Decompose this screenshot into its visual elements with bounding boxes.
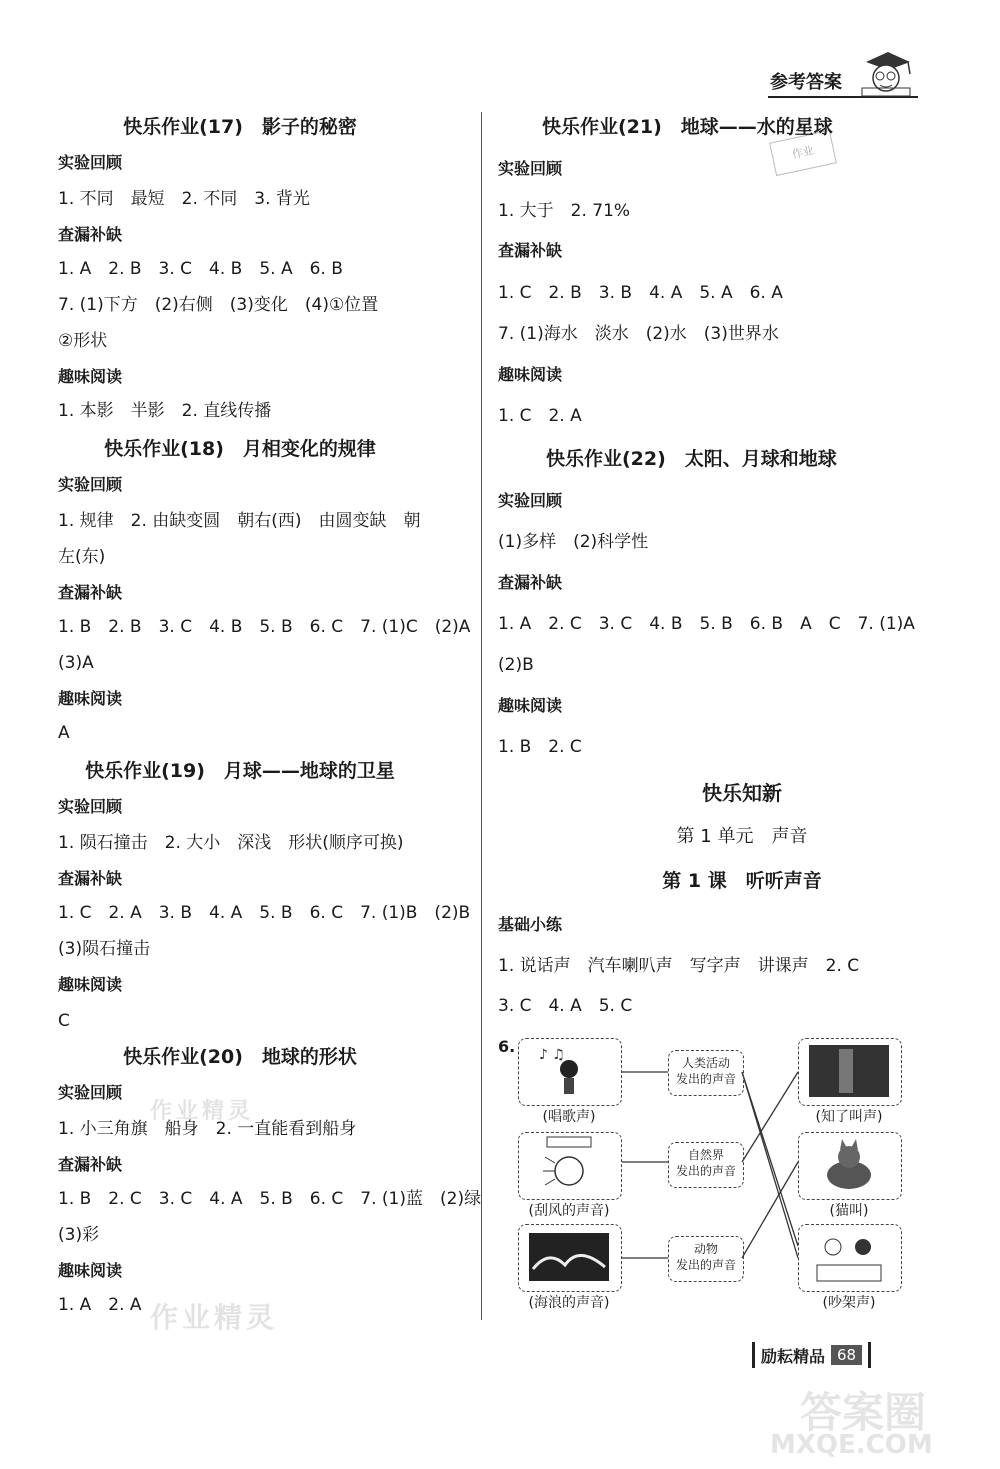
subheading: 实验回顾 [58, 1083, 123, 1102]
answer-line: 1. A 2. B 3. C 4. B 5. A 6. B [58, 259, 343, 279]
answer-line: C [58, 1011, 70, 1031]
answer-line: 7. (1)海水 淡水 (2)水 (3)世界水 [498, 324, 779, 344]
cicada-image-box [798, 1038, 902, 1106]
answer-line: (2)B [498, 655, 534, 675]
quarrel-image-box [798, 1224, 902, 1292]
answer-line: (3)陨石撞击 [58, 939, 151, 959]
subheading: 查漏补缺 [498, 573, 563, 592]
section-title: 快乐知新 [702, 781, 782, 805]
footer-brand: 励耘精品 [761, 1346, 826, 1366]
subheading: 实验回顾 [58, 797, 123, 816]
stamp-decoration: 作业 [769, 130, 837, 176]
lesson-title: 第 1 课 听听声音 [662, 870, 822, 892]
quarrel-icon [799, 1225, 899, 1289]
subheading: 查漏补缺 [58, 583, 123, 602]
cat-icon [799, 1133, 899, 1197]
category-box: 动物 发出的声音 [668, 1236, 744, 1282]
subheading: 实验回顾 [58, 153, 123, 172]
footer-bar-left [752, 1342, 755, 1368]
question-number: 6. [498, 1037, 516, 1056]
subheading: 查漏补缺 [58, 225, 123, 244]
answer-line: 1. 不同 最短 2. 不同 3. 背光 [58, 189, 310, 209]
subheading: 趣味阅读 [498, 696, 563, 715]
answer-line: 3. C 4. A 5. C [498, 996, 633, 1016]
category-box: 人类活动 发出的声音 [668, 1050, 744, 1096]
waves-icon [519, 1225, 619, 1289]
answer-line: 左(东) [58, 547, 106, 567]
footer-bar-right [868, 1342, 871, 1368]
subheading: 趣味阅读 [58, 1261, 123, 1280]
singing-image-box [518, 1038, 622, 1106]
answer-line: 1. 小三角旗 船身 2. 一直能看到船身 [58, 1119, 357, 1139]
section-title: 快乐作业(22) 太阳、月球和地球 [546, 448, 837, 470]
subheading: 实验回顾 [58, 475, 123, 494]
subheading: 趣味阅读 [498, 365, 563, 384]
right-caption: (知了叫声) [815, 1109, 883, 1125]
wind-image-box [518, 1132, 622, 1200]
subheading: 趣味阅读 [58, 975, 123, 994]
answer-line: (3)A [58, 653, 94, 673]
right-caption: (猫叫) [829, 1203, 869, 1219]
answer-line: 1. B 2. C [498, 737, 582, 757]
section-title: 快乐作业(20) 地球的形状 [123, 1046, 357, 1068]
subheading: 基础小练 [498, 915, 563, 934]
singing-icon [519, 1039, 619, 1103]
subheading: 趣味阅读 [58, 689, 123, 708]
subheading: 实验回顾 [498, 491, 563, 510]
header-title: 参考答案 [770, 72, 842, 93]
subheading: 趣味阅读 [58, 367, 123, 386]
answer-line: A [58, 723, 70, 743]
answer-line: 1. A 2. C 3. C 4. B 5. B 6. B A C 7. (1)A [498, 614, 915, 634]
answer-line: (1)多样 (2)科学性 [498, 532, 649, 552]
answer-line: (3)彩 [58, 1225, 100, 1245]
section-title: 快乐作业(19) 月球——地球的卫星 [85, 760, 395, 782]
answer-line: 1. A 2. A [58, 1295, 142, 1315]
unit-title: 第 1 单元 声音 [676, 826, 808, 847]
answer-line: 1. 大于 2. 71% [498, 201, 631, 221]
waves-image-box [518, 1224, 622, 1292]
subheading: 查漏补缺 [58, 1155, 123, 1174]
answer-line: 1. C 2. A 3. B 4. A 5. B 6. C 7. (1)B (2)B [58, 903, 471, 923]
page-footer [752, 1340, 871, 1370]
subheading: 查漏补缺 [498, 241, 563, 260]
answer-line: 1. B 2. C 3. C 4. A 5. B 6. C 7. (1)蓝 (2)绿 [58, 1189, 482, 1209]
section-title: 快乐作业(18) 月相变化的规律 [104, 438, 376, 460]
watermark: 作业精灵 [150, 1301, 279, 1334]
svg-text:♪ ♫: ♪ ♫ [539, 1047, 565, 1063]
watermark: 作业精灵 [150, 1099, 255, 1124]
answer-line: 1. 本影 半影 2. 直线传播 [58, 401, 272, 421]
answer-line: 1. 规律 2. 由缺变圆 朝右(西) 由圆变缺 朝 [58, 511, 421, 531]
wind-icon [519, 1133, 619, 1197]
answer-line: ②形状 [58, 331, 108, 351]
left-caption: (刮风的声音) [528, 1203, 610, 1219]
answer-line: 1. B 2. B 3. C 4. B 5. B 6. C 7. (1)C (2)A [58, 617, 471, 637]
answer-line: 1. C 2. B 3. B 4. A 5. A 6. A [498, 283, 783, 303]
subheading: 查漏补缺 [58, 869, 123, 888]
left-caption: (唱歌声) [542, 1109, 596, 1125]
watermark: 答案圈 [800, 1388, 927, 1437]
answer-line: 1. 陨石撞击 2. 大小 深浅 形状(顺序可换) [58, 833, 404, 853]
answer-line: 1. C 2. A [498, 406, 582, 426]
watermark: MXQE.COM [770, 1430, 933, 1460]
answer-line: 7. (1)下方 (2)右侧 (3)变化 (4)①位置 [58, 295, 379, 315]
cicada-icon [799, 1039, 899, 1103]
subheading: 实验回顾 [498, 159, 563, 178]
right-caption: (吵架声) [822, 1295, 876, 1311]
category-box: 自然界 发出的声音 [668, 1142, 744, 1188]
answer-line: 1. 说话声 汽车喇叭声 写字声 讲课声 2. C [498, 956, 860, 976]
left-caption: (海浪的声音) [528, 1295, 610, 1311]
section-title: 快乐作业(17) 影子的秘密 [123, 116, 357, 138]
section-title: 快乐作业(21) 地球——水的星球 [542, 116, 833, 138]
cat-image-box [798, 1132, 902, 1200]
page-number: 68 [831, 1345, 862, 1365]
